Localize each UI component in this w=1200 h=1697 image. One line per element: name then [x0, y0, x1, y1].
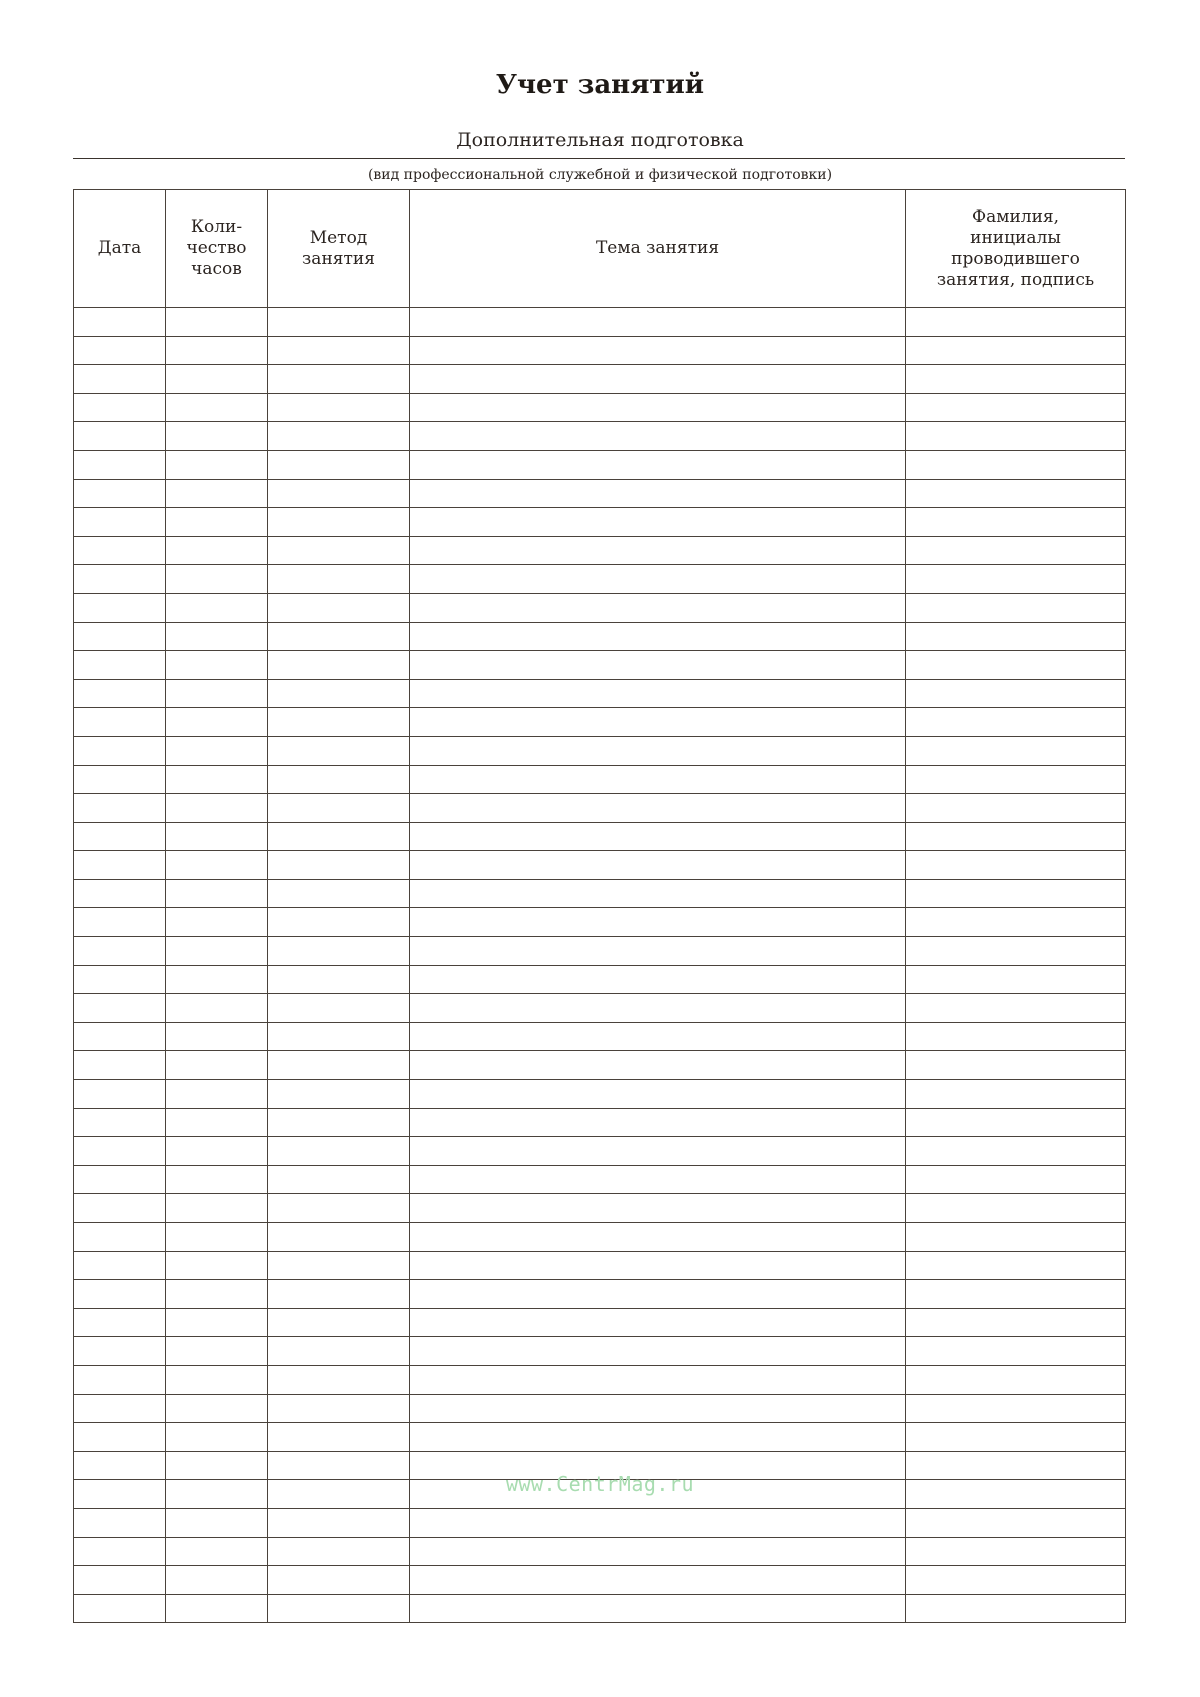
table-cell-instructor[interactable] — [906, 422, 1126, 451]
table-cell-topic[interactable] — [410, 765, 906, 794]
table-cell-instructor[interactable] — [906, 765, 1126, 794]
table-row — [74, 1223, 1126, 1252]
table-cell-method[interactable] — [268, 651, 410, 680]
table-cell-date[interactable] — [74, 908, 166, 937]
table-cell-hours[interactable] — [166, 1566, 268, 1595]
table-row — [74, 1108, 1126, 1137]
table-cell-instructor[interactable] — [906, 879, 1126, 908]
table-cell-instructor[interactable] — [906, 1337, 1126, 1366]
table-cell-hours[interactable] — [166, 1022, 268, 1051]
table-cell-date[interactable] — [74, 937, 166, 966]
table-cell-method[interactable] — [268, 393, 410, 422]
table-cell-instructor[interactable] — [906, 1137, 1126, 1166]
table-cell-hours[interactable] — [166, 1308, 268, 1337]
table-cell-date[interactable] — [74, 1194, 166, 1223]
table-cell-date[interactable] — [74, 1394, 166, 1423]
table-cell-method[interactable] — [268, 450, 410, 479]
training-type-value: Дополнительная подготовка — [456, 129, 744, 151]
table-cell-topic[interactable] — [410, 651, 906, 680]
table-cell-instructor[interactable] — [906, 1308, 1126, 1337]
training-type-caption: (вид профессиональной служебной и физической подготовки) — [367, 167, 833, 183]
table-cell-method[interactable] — [268, 879, 410, 908]
table-cell-instructor[interactable] — [906, 708, 1126, 737]
table-cell-instructor[interactable] — [906, 908, 1126, 937]
table-cell-method[interactable] — [268, 1508, 410, 1537]
lessons-table — [73, 189, 1126, 1623]
table-cell-hours[interactable] — [166, 1537, 268, 1566]
table-cell-instructor[interactable] — [906, 393, 1126, 422]
table-cell-date[interactable] — [74, 422, 166, 451]
table-cell-method[interactable] — [268, 1423, 410, 1452]
table-cell-method[interactable] — [268, 679, 410, 708]
table-cell-topic[interactable] — [410, 336, 906, 365]
table-cell-date[interactable] — [74, 1423, 166, 1452]
table-row — [74, 736, 1126, 765]
table-cell-date[interactable] — [74, 593, 166, 622]
table-cell-method[interactable] — [268, 1194, 410, 1223]
table-cell-instructor[interactable] — [906, 794, 1126, 823]
table-cell-date[interactable] — [74, 794, 166, 823]
table-cell-method[interactable] — [268, 1594, 410, 1623]
table-cell-method[interactable] — [268, 1566, 410, 1595]
table-cell-hours[interactable] — [166, 1365, 268, 1394]
table-row — [74, 1280, 1126, 1309]
table-cell-topic[interactable] — [410, 794, 906, 823]
table-cell-method[interactable] — [268, 908, 410, 937]
table-cell-topic[interactable] — [410, 1251, 906, 1280]
table-cell-date[interactable] — [74, 622, 166, 651]
table-cell-method[interactable] — [268, 593, 410, 622]
table-cell-hours[interactable] — [166, 965, 268, 994]
table-cell-hours[interactable] — [166, 994, 268, 1023]
table-cell-topic[interactable] — [410, 1280, 906, 1309]
table-cell-topic[interactable] — [410, 536, 906, 565]
table-cell-hours[interactable] — [166, 450, 268, 479]
table-cell-method[interactable] — [268, 308, 410, 337]
table-cell-date[interactable] — [74, 1308, 166, 1337]
table-cell-date[interactable] — [74, 508, 166, 537]
table-row — [74, 1080, 1126, 1109]
table-cell-date[interactable] — [74, 1365, 166, 1394]
table-cell-topic[interactable] — [410, 1108, 906, 1137]
table-cell-instructor[interactable] — [906, 565, 1126, 594]
table-cell-method[interactable] — [268, 1337, 410, 1366]
table-cell-instructor[interactable] — [906, 1594, 1126, 1623]
table-cell-hours[interactable] — [166, 1280, 268, 1309]
table-cell-method[interactable] — [268, 1394, 410, 1423]
table-row — [74, 1022, 1126, 1051]
table-cell-date[interactable] — [74, 393, 166, 422]
table-cell-instructor[interactable] — [906, 1566, 1126, 1595]
table-cell-topic[interactable] — [410, 479, 906, 508]
table-cell-topic[interactable] — [410, 937, 906, 966]
column-header-instructor: Фамилия, инициалы проводившего занятия, подпись — [906, 190, 1126, 308]
table-cell-topic[interactable] — [410, 365, 906, 394]
table-cell-topic[interactable] — [410, 1365, 906, 1394]
table-row — [74, 679, 1126, 708]
table-cell-method[interactable] — [268, 365, 410, 394]
table-row — [74, 536, 1126, 565]
table-cell-hours[interactable] — [166, 794, 268, 823]
table-cell-instructor[interactable] — [906, 1108, 1126, 1137]
table-cell-method[interactable] — [268, 1022, 410, 1051]
table-cell-method[interactable] — [268, 851, 410, 880]
table-row — [74, 937, 1126, 966]
table-row — [74, 1194, 1126, 1223]
table-cell-instructor[interactable] — [906, 1251, 1126, 1280]
table-cell-instructor[interactable] — [906, 508, 1126, 537]
table-body — [74, 308, 1126, 1623]
table-cell-hours[interactable] — [166, 1137, 268, 1166]
table-row — [74, 965, 1126, 994]
table-cell-hours[interactable] — [166, 1394, 268, 1423]
table-row — [74, 1594, 1126, 1623]
column-header-date: Дата — [74, 190, 166, 308]
table-cell-date[interactable] — [74, 651, 166, 680]
table-cell-instructor[interactable] — [906, 1194, 1126, 1223]
table-cell-method[interactable] — [268, 1108, 410, 1137]
table-cell-method[interactable] — [268, 1137, 410, 1166]
table-cell-instructor[interactable] — [906, 336, 1126, 365]
table-cell-hours[interactable] — [166, 422, 268, 451]
table-cell-method[interactable] — [268, 1223, 410, 1252]
table-cell-date[interactable] — [74, 1594, 166, 1623]
table-row — [74, 1337, 1126, 1366]
table-cell-method[interactable] — [268, 765, 410, 794]
table-cell-instructor[interactable] — [906, 593, 1126, 622]
table-cell-instructor[interactable] — [906, 1423, 1126, 1452]
table-cell-instructor[interactable] — [906, 965, 1126, 994]
table-cell-method[interactable] — [268, 1537, 410, 1566]
table-cell-hours[interactable] — [166, 765, 268, 794]
table-cell-method[interactable] — [268, 1280, 410, 1309]
table-cell-method[interactable] — [268, 1251, 410, 1280]
table-cell-date[interactable] — [74, 1223, 166, 1252]
table-cell-hours[interactable] — [166, 1223, 268, 1252]
table-cell-method[interactable] — [268, 479, 410, 508]
table-cell-date[interactable] — [74, 336, 166, 365]
table-cell-hours[interactable] — [166, 1508, 268, 1537]
table-cell-method[interactable] — [268, 536, 410, 565]
table-row — [74, 879, 1126, 908]
table-cell-topic[interactable] — [410, 1537, 906, 1566]
table-row — [74, 365, 1126, 394]
table-row — [74, 851, 1126, 880]
table-cell-hours[interactable] — [166, 1080, 268, 1109]
table-cell-hours[interactable] — [166, 1165, 268, 1194]
table-row — [74, 794, 1126, 823]
table-cell-method[interactable] — [268, 822, 410, 851]
table-cell-topic[interactable] — [410, 879, 906, 908]
table-cell-topic[interactable] — [410, 450, 906, 479]
table-cell-date[interactable] — [74, 1022, 166, 1051]
table-cell-hours[interactable] — [166, 565, 268, 594]
table-cell-instructor[interactable] — [906, 937, 1126, 966]
table-cell-instructor[interactable] — [906, 1394, 1126, 1423]
table-cell-method[interactable] — [268, 336, 410, 365]
table-row — [74, 1165, 1126, 1194]
table-cell-topic[interactable] — [410, 422, 906, 451]
table-cell-instructor[interactable] — [906, 450, 1126, 479]
column-header-method: Метод занятия — [268, 190, 410, 308]
table-row — [74, 1566, 1126, 1595]
table-cell-date[interactable] — [74, 708, 166, 737]
table-cell-instructor[interactable] — [906, 994, 1126, 1023]
table-cell-topic[interactable] — [410, 1165, 906, 1194]
table-cell-hours[interactable] — [166, 336, 268, 365]
table-cell-date[interactable] — [74, 1508, 166, 1537]
table-cell-date[interactable] — [74, 994, 166, 1023]
table-row — [74, 508, 1126, 537]
column-header-topic: Тема занятия — [410, 190, 906, 308]
table-row — [74, 1423, 1126, 1452]
table-cell-date[interactable] — [74, 736, 166, 765]
table-cell-hours[interactable] — [166, 536, 268, 565]
table-row — [74, 708, 1126, 737]
table-cell-hours[interactable] — [166, 308, 268, 337]
table-cell-date[interactable] — [74, 479, 166, 508]
table-cell-hours[interactable] — [166, 622, 268, 651]
table-cell-instructor[interactable] — [906, 679, 1126, 708]
table-row — [74, 1251, 1126, 1280]
table-cell-date[interactable] — [74, 879, 166, 908]
table-cell-hours[interactable] — [166, 1251, 268, 1280]
table-cell-topic[interactable] — [410, 708, 906, 737]
table-cell-topic[interactable] — [410, 822, 906, 851]
table-cell-date[interactable] — [74, 965, 166, 994]
table-header-row — [74, 190, 1126, 308]
table-cell-method[interactable] — [268, 994, 410, 1023]
table-cell-instructor[interactable] — [906, 736, 1126, 765]
table-row — [74, 450, 1126, 479]
table-cell-date[interactable] — [74, 1165, 166, 1194]
table-cell-instructor[interactable] — [906, 1022, 1126, 1051]
table-row — [74, 1308, 1126, 1337]
table-cell-date[interactable] — [74, 1566, 166, 1595]
table-cell-date[interactable] — [74, 1251, 166, 1280]
table-cell-topic[interactable] — [410, 593, 906, 622]
table-cell-instructor[interactable] — [906, 651, 1126, 680]
table-row — [74, 822, 1126, 851]
table-row — [74, 1051, 1126, 1080]
table-cell-method[interactable] — [268, 1165, 410, 1194]
table-cell-date[interactable] — [74, 679, 166, 708]
table-cell-topic[interactable] — [410, 851, 906, 880]
table-cell-method[interactable] — [268, 965, 410, 994]
table-row — [74, 393, 1126, 422]
table-cell-date[interactable] — [74, 536, 166, 565]
table-cell-date[interactable] — [74, 851, 166, 880]
table-cell-hours[interactable] — [166, 1051, 268, 1080]
table-cell-date[interactable] — [74, 565, 166, 594]
table-cell-date[interactable] — [74, 822, 166, 851]
table-cell-hours[interactable] — [166, 937, 268, 966]
table-row — [74, 908, 1126, 937]
table-cell-instructor[interactable] — [906, 822, 1126, 851]
table-cell-instructor[interactable] — [906, 365, 1126, 394]
table-cell-hours[interactable] — [166, 679, 268, 708]
table-cell-topic[interactable] — [410, 1566, 906, 1595]
table-cell-instructor[interactable] — [906, 622, 1126, 651]
table-cell-topic[interactable] — [410, 1508, 906, 1537]
table-cell-instructor[interactable] — [906, 1365, 1126, 1394]
table-row — [74, 1137, 1126, 1166]
table-row — [74, 651, 1126, 680]
table-cell-hours[interactable] — [166, 1594, 268, 1623]
table-row — [74, 1537, 1126, 1566]
table-cell-hours[interactable] — [166, 479, 268, 508]
table-cell-hours[interactable] — [166, 1108, 268, 1137]
watermark: www.CentrMag.ru — [505, 1472, 695, 1496]
table-cell-hours[interactable] — [166, 1423, 268, 1452]
table-cell-method[interactable] — [268, 1051, 410, 1080]
table-cell-topic[interactable] — [410, 1394, 906, 1423]
table-cell-method[interactable] — [268, 1080, 410, 1109]
table-cell-hours[interactable] — [166, 1194, 268, 1223]
table-cell-hours[interactable] — [166, 822, 268, 851]
table-cell-date[interactable] — [74, 450, 166, 479]
table-cell-date[interactable] — [74, 1051, 166, 1080]
table-row — [74, 565, 1126, 594]
table-cell-instructor[interactable] — [906, 1080, 1126, 1109]
table-row — [74, 422, 1126, 451]
table-cell-topic[interactable] — [410, 679, 906, 708]
table-cell-instructor[interactable] — [906, 851, 1126, 880]
table-cell-topic[interactable] — [410, 1223, 906, 1252]
table-cell-date[interactable] — [74, 365, 166, 394]
table-cell-instructor[interactable] — [906, 536, 1126, 565]
table-cell-hours[interactable] — [166, 651, 268, 680]
table-cell-date[interactable] — [74, 308, 166, 337]
table-cell-topic[interactable] — [410, 1594, 906, 1623]
table-cell-hours[interactable] — [166, 851, 268, 880]
table-cell-method[interactable] — [268, 1365, 410, 1394]
table-cell-hours[interactable] — [166, 879, 268, 908]
table-row — [74, 1394, 1126, 1423]
table-cell-hours[interactable] — [166, 508, 268, 537]
table-cell-date[interactable] — [74, 1337, 166, 1366]
table-cell-topic[interactable] — [410, 508, 906, 537]
training-type-underline — [73, 158, 1125, 159]
table-cell-topic[interactable] — [410, 1423, 906, 1452]
table-row — [74, 994, 1126, 1023]
table-cell-method[interactable] — [268, 736, 410, 765]
table-cell-date[interactable] — [74, 1537, 166, 1566]
table-row — [74, 622, 1126, 651]
table-cell-date[interactable] — [74, 765, 166, 794]
table-cell-topic[interactable] — [410, 622, 906, 651]
table-cell-topic[interactable] — [410, 565, 906, 594]
table-cell-topic[interactable] — [410, 1051, 906, 1080]
table-cell-method[interactable] — [268, 422, 410, 451]
table-cell-topic[interactable] — [410, 908, 906, 937]
table-cell-instructor[interactable] — [906, 1508, 1126, 1537]
page-title: Учет занятий — [495, 70, 705, 100]
table-cell-hours[interactable] — [166, 708, 268, 737]
table-cell-topic[interactable] — [410, 393, 906, 422]
table-cell-date[interactable] — [74, 1280, 166, 1309]
table-cell-method[interactable] — [268, 708, 410, 737]
table-cell-topic[interactable] — [410, 1308, 906, 1337]
table-cell-instructor[interactable] — [906, 1537, 1126, 1566]
table-cell-topic[interactable] — [410, 994, 906, 1023]
table-cell-instructor[interactable] — [906, 308, 1126, 337]
table-cell-method[interactable] — [268, 508, 410, 537]
table-row — [74, 479, 1126, 508]
table-cell-topic[interactable] — [410, 1194, 906, 1223]
table-row — [74, 765, 1126, 794]
table-cell-method[interactable] — [268, 622, 410, 651]
table-cell-hours[interactable] — [166, 908, 268, 937]
table-cell-instructor[interactable] — [906, 1051, 1126, 1080]
table-cell-hours[interactable] — [166, 736, 268, 765]
table-cell-topic[interactable] — [410, 1137, 906, 1166]
table-row — [74, 1508, 1126, 1537]
table-cell-hours[interactable] — [166, 593, 268, 622]
table-cell-hours[interactable] — [166, 1337, 268, 1366]
column-header-hours: Коли- чество часов — [166, 190, 268, 308]
table-cell-topic[interactable] — [410, 965, 906, 994]
table-cell-date[interactable] — [74, 1108, 166, 1137]
table-cell-topic[interactable] — [410, 1337, 906, 1366]
table-cell-instructor[interactable] — [906, 1223, 1126, 1252]
table-row — [74, 1365, 1126, 1394]
table-cell-topic[interactable] — [410, 736, 906, 765]
table-row — [74, 336, 1126, 365]
table-cell-date[interactable] — [74, 1080, 166, 1109]
table-cell-method[interactable] — [268, 794, 410, 823]
table-cell-instructor[interactable] — [906, 1165, 1126, 1194]
table-cell-topic[interactable] — [410, 308, 906, 337]
table-cell-topic[interactable] — [410, 1080, 906, 1109]
table-cell-hours[interactable] — [166, 393, 268, 422]
table-cell-method[interactable] — [268, 937, 410, 966]
table-cell-date[interactable] — [74, 1137, 166, 1166]
table-row — [74, 308, 1126, 337]
table-cell-method[interactable] — [268, 565, 410, 594]
table-cell-instructor[interactable] — [906, 479, 1126, 508]
table-cell-hours[interactable] — [166, 365, 268, 394]
table-cell-instructor[interactable] — [906, 1280, 1126, 1309]
table-cell-topic[interactable] — [410, 1022, 906, 1051]
table-cell-method[interactable] — [268, 1308, 410, 1337]
table-row — [74, 593, 1126, 622]
